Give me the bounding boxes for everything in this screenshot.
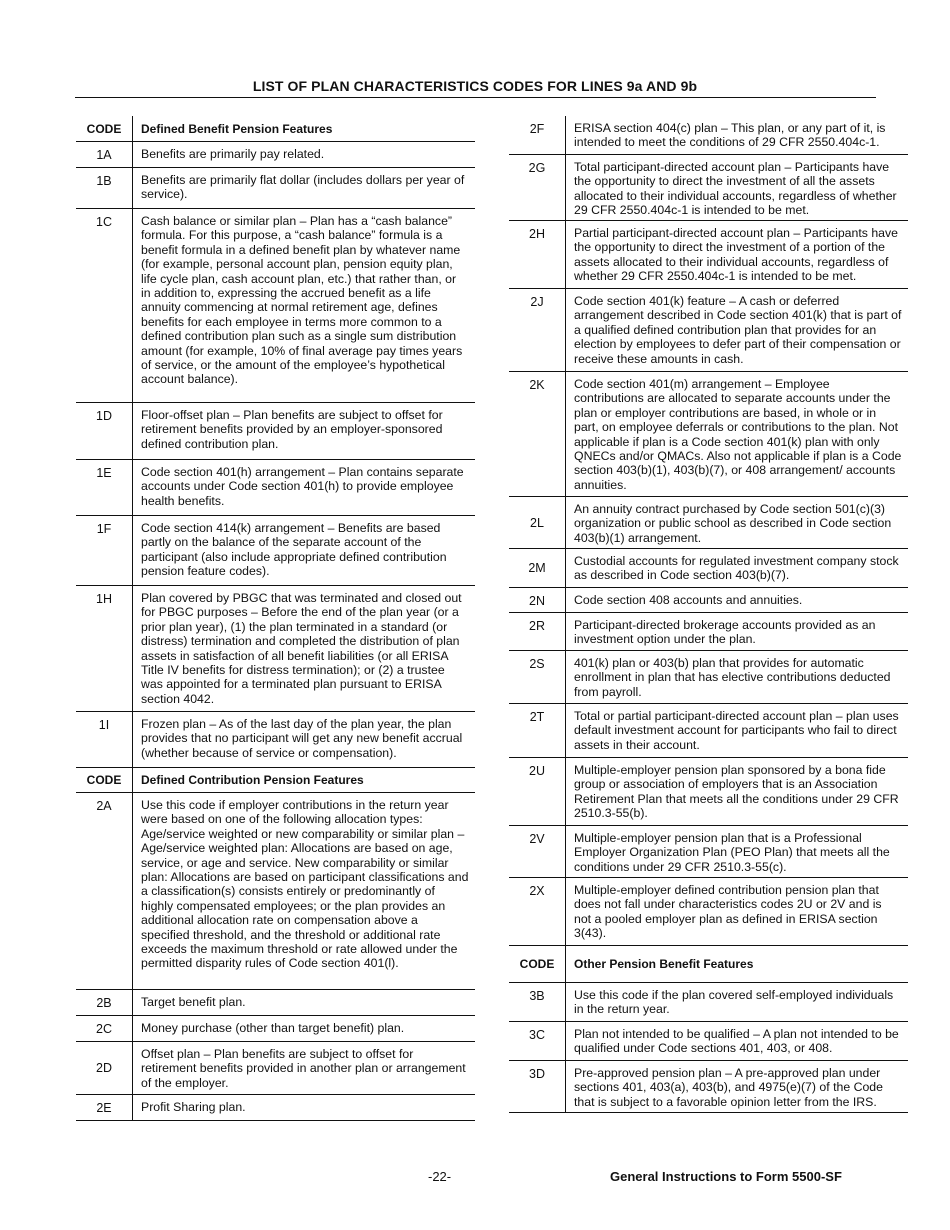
- row-code: 2F: [509, 116, 566, 154]
- row-description: Code section 401(h) arrangement – Plan contains separate accounts under Code section 401(h) to provide employee health benefits.: [141, 465, 464, 508]
- table-row: [76, 586, 475, 712]
- row-description: Profit Sharing plan.: [141, 1100, 246, 1114]
- row-code: 2M: [509, 549, 566, 587]
- row-description: Floor-offset plan – Plan benefits are subject to offset for retirement benefits provided by an employer-sponsored defined contribution plan.: [141, 408, 443, 451]
- table-row: [509, 878, 908, 946]
- table-row: [76, 1095, 475, 1121]
- table-row: [76, 1042, 475, 1095]
- row-code: 2B: [76, 990, 133, 1015]
- table-row: [76, 712, 475, 768]
- row-code: 3C: [509, 1022, 566, 1060]
- row-description: Custodial accounts for regulated investment company stock as described in Code section 403(b)(7).: [574, 554, 899, 583]
- table-row: [509, 116, 908, 155]
- table-row: [509, 826, 908, 878]
- table-row: [509, 758, 908, 826]
- row-code: 1D: [76, 403, 133, 459]
- table-row: [509, 497, 908, 549]
- code-header: CODE: [76, 116, 133, 141]
- row-description: An annuity contract purchased by Code section 501(c)(3) organization or public school as described in Code section 403(b)(1) arrangement.: [574, 502, 892, 545]
- row-description: Code section 408 accounts and annuities.: [574, 593, 803, 607]
- table-row: [76, 460, 475, 516]
- section-title: Defined Benefit Pension Features: [141, 121, 333, 136]
- table-row: [509, 1061, 908, 1113]
- table-row: [509, 588, 908, 613]
- left-column: [76, 116, 475, 1121]
- title-rule: [75, 97, 876, 98]
- row-description: Use this code if employer contributions in the return year were based on one of the following allocation types: Age/service weighted or new comparability or similar plan – Age/service weighted plan: Allocations are based on age, service, or age and service. New comparability or similar plan: Allocations are based on participant classifications and a classification(s) consists entirely or predominantly of highly compensated employees; or the plan provides an additional allocation rate on compensation above a specified threshold, and the threshold or additional rate exceeds the maximum threshold or rate allowed under the permitted disparity rules of Code section 401(l).: [141, 798, 469, 971]
- row-code: 1F: [76, 516, 133, 585]
- form-title-footer: General Instructions to Form 5500-SF: [610, 1169, 842, 1184]
- table-row: [76, 142, 475, 168]
- row-code: 2C: [76, 1016, 133, 1041]
- row-code: 2E: [76, 1095, 133, 1120]
- row-description: Cash balance or similar plan – Plan has a “cash balance” formula. For this purpose, a “cash balance” formula is a benefit formula in a defined benefit plan by whatever name (for example, personal account plan, pension equity plan, life cycle plan, cash account plan, etc.) that rather than, or in addition to, expressing the accrued benefit as a life annuity commencing at normal retirement age, defines benefits for each employee in terms more common to a defined contribution plan such as a single sum distribution amount (for example, 10% of final average pay times years of service, or the amount of the employee’s hypothetical account balance).: [141, 214, 463, 387]
- row-code: 2R: [509, 613, 566, 650]
- table-row: [509, 221, 908, 289]
- row-code: 1I: [76, 712, 133, 767]
- section-title: Other Pension Benefit Features: [574, 957, 754, 972]
- right-column: [509, 116, 908, 1113]
- db-section-header: [76, 116, 475, 142]
- table-row: [76, 793, 475, 990]
- row-description: Code section 401(m) arrangement – Employee contributions are allocated to separate accounts under the plan or employer contributions are based, in whole or in part, on employee deferrals or contributions to the plan. Not applicable if plan is a Code section 401(k) plan with only QNECs and/or QMACs. Also not applicable if plan is a Code section 403(b)(1), 403(b)(7), or 408 arrangement/ accounts annuities.: [574, 377, 902, 492]
- row-code: 2K: [509, 372, 566, 496]
- row-description: Benefits are primarily pay related.: [141, 147, 325, 161]
- row-code: 2J: [509, 289, 566, 371]
- table-row: [509, 289, 908, 372]
- row-code: 1H: [76, 586, 133, 711]
- row-description: Plan covered by PBGC that was terminated and closed out for PBGC purposes – Before the end of the plan year (or a prior plan year), (1) the plan terminated in a standard (or distress) termination and completed the distribution of plan assets in satisfaction of all benefit liabilities (or all ERISA Title IV benefits for distress termination); or (2) a trustee was appointed for a terminated plan pursuant to ERISA section 4042.: [141, 591, 462, 706]
- page-number: -22-: [428, 1169, 452, 1184]
- row-description: Code section 414(k) arrangement – Benefits are based partly on the balance of the separate account of the participant (also include appropriate defined contribution pension feature codes).: [141, 521, 447, 579]
- row-code: 1C: [76, 209, 133, 402]
- table-row: [76, 516, 475, 586]
- table-row: [76, 990, 475, 1016]
- row-description: Pre-approved pension plan – A pre-approved plan under sections 401, 403(a), 403(b), and 4975(e)(7) of the Code that is subject to a favorable opinion letter from the IRS.: [574, 1066, 883, 1109]
- row-code: 1A: [76, 142, 133, 167]
- table-row: [509, 155, 908, 221]
- other-section-header: [509, 946, 908, 983]
- row-description: Partial participant-directed account plan – Participants have the opportunity to direct the investment of a portion of the assets allocated to their individual accounts, regardless of whether 29 CFR 2550.404c-1 is intended to be met.: [574, 226, 899, 284]
- table-row: [76, 209, 475, 403]
- row-code: 2A: [76, 793, 133, 989]
- row-code: 2D: [76, 1042, 133, 1094]
- row-code: 2H: [509, 221, 566, 288]
- row-code: 2X: [509, 878, 566, 945]
- row-description: Plan not intended to be qualified – A plan not intended to be qualified under Code sections 401, 403, or 408.: [574, 1027, 899, 1056]
- row-description: Target benefit plan.: [141, 995, 246, 1009]
- table-row: [509, 372, 908, 497]
- row-description: Multiple-employer defined contribution pension plan that does not fall under characteristics codes 2U or 2V and is not a pooled employer plan as defined in ERISA section 3(43).: [574, 883, 882, 941]
- table-row: [509, 549, 908, 588]
- table-row: [509, 1022, 908, 1061]
- row-description: Code section 401(k) feature – A cash or deferred arrangement described in Code section 401(k) that is part of a qualified defined contribution plan that provides for an election by employees to defer part of their compensation or receive these amounts in cash.: [574, 294, 902, 366]
- row-description: Use this code if the plan covered self-employed individuals in the return year.: [574, 988, 894, 1017]
- row-description: Frozen plan – As of the last day of the plan year, the plan provides that no participant will get any new benefit accrual (whether because of service or compensation).: [141, 717, 463, 760]
- table-row: [509, 704, 908, 758]
- row-code: 2N: [509, 588, 566, 612]
- row-description: Multiple-employer pension plan sponsored by a bona fide group or association of employers that is an Association Retirement Plan that meets all the conditions under 29 CFR 2510.3-55(b).: [574, 763, 899, 821]
- row-code: 2U: [509, 758, 566, 825]
- row-code: 2S: [509, 651, 566, 703]
- row-code: 1E: [76, 460, 133, 515]
- table-row: [76, 403, 475, 460]
- row-description: Money purchase (other than target benefit) plan.: [141, 1021, 405, 1035]
- row-code: 1B: [76, 168, 133, 208]
- table-row: [509, 651, 908, 704]
- table-row: [509, 613, 908, 651]
- row-code: 2L: [509, 497, 566, 548]
- code-header: CODE: [76, 768, 133, 792]
- row-description: Benefits are primarily flat dollar (includes dollars per year of service).: [141, 173, 465, 202]
- row-description: Offset plan – Plan benefits are subject to offset for retirement benefits provided in another plan or arrangement of the employer.: [141, 1047, 466, 1090]
- row-code: 2G: [509, 155, 566, 220]
- row-description: Total participant-directed account plan – Participants have the opportunity to direct the investment of all the assets allocated to their individual accounts, regardless of whether 29 CFR 2550.404c-1 is intended to be met.: [574, 160, 897, 218]
- row-description: Total or partial participant-directed account plan – plan uses default investment account for participants who fail to direct assets in their account.: [574, 709, 899, 752]
- row-description: 401(k) plan or 403(b) plan that provides for automatic enrollment in plan that has elective contributions deducted from payroll.: [574, 656, 891, 699]
- row-description: Multiple-employer pension plan that is a Professional Employer Organization Plan (PEO Plan) that meets all the conditions under 29 CFR 2510.3-55(c).: [574, 831, 890, 874]
- table-row: [509, 983, 908, 1022]
- row-code: 2V: [509, 826, 566, 877]
- row-code: 2T: [509, 704, 566, 757]
- table-row: [76, 1016, 475, 1042]
- code-header: CODE: [509, 946, 566, 982]
- section-title: Defined Contribution Pension Features: [141, 773, 364, 788]
- row-description: ERISA section 404(c) plan – This plan, or any part of it, is intended to meet the conditions of 29 CFR 2550.404c-1.: [574, 121, 886, 150]
- row-description: Participant-directed brokerage accounts provided as an investment option under the plan.: [574, 618, 876, 647]
- table-row: [76, 168, 475, 209]
- row-code: 3B: [509, 983, 566, 1021]
- dc-section-header: [76, 768, 475, 793]
- row-code: 3D: [509, 1061, 566, 1112]
- page-title: LIST OF PLAN CHARACTERISTICS CODES FOR LINES 9a AND 9b: [252, 78, 698, 94]
